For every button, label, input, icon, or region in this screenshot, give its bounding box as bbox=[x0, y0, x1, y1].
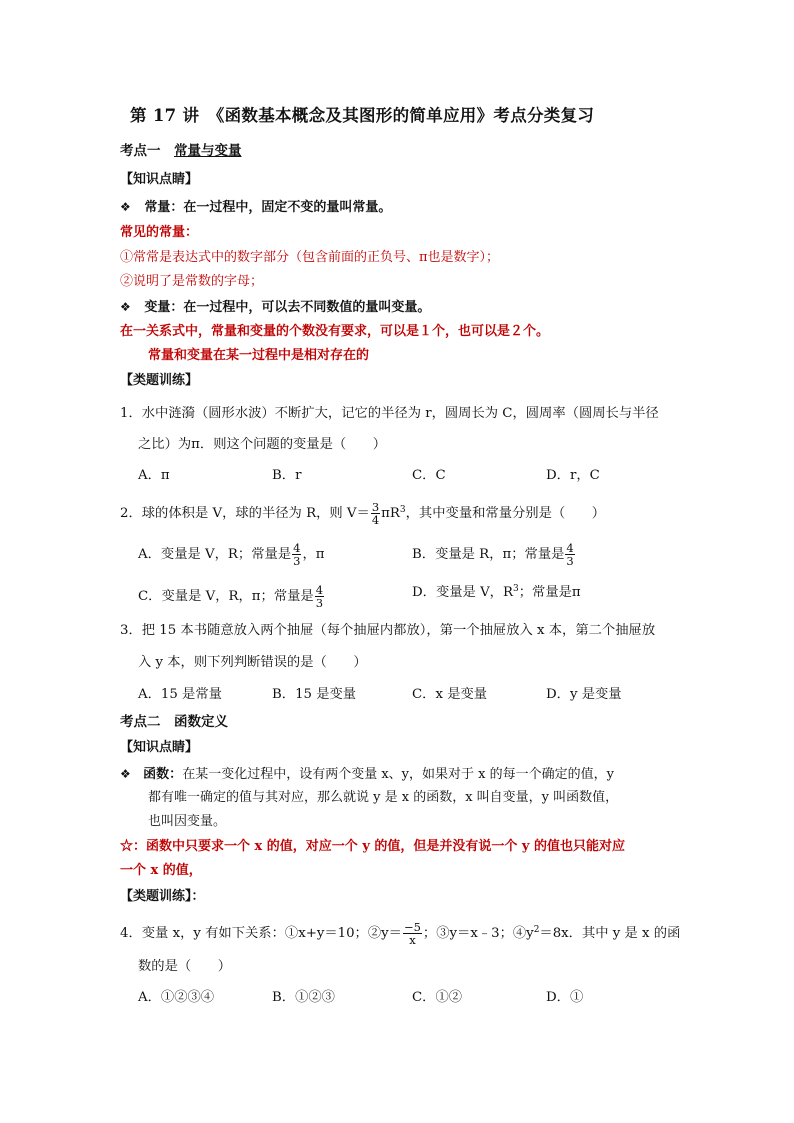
q4-option-a[interactable]: A．①②③④ bbox=[138, 990, 215, 1005]
variable-def-text: 变量：在一过程中，可以去不同数值的量叫变量。 bbox=[144, 300, 431, 315]
q2-c-num: 4 bbox=[315, 583, 324, 597]
q2-option-b[interactable] bbox=[412, 542, 576, 567]
q2-b-num: 4 bbox=[566, 541, 574, 555]
star-note-line1: ☆：函数中只要求一个 x 的值，对应一个 y 的值，但是并没有说一个 y 的值也只能对应 bbox=[120, 839, 626, 854]
q2-a-num: 4 bbox=[293, 541, 301, 555]
q1-option-c[interactable]: C．C bbox=[412, 468, 446, 483]
q2-b-text: B．变量是 R，π；常量是 bbox=[412, 547, 565, 562]
section2-number: 考点二 bbox=[120, 714, 174, 730]
q3-line2: 入 y 本，则下列判断错误的是（ ） bbox=[138, 655, 367, 670]
q2-c-den: 3 bbox=[315, 596, 324, 610]
q4-stem-c: ＝8x．其中 y 是 x 的函 bbox=[539, 926, 681, 941]
q2-c-text: C．变量是 V，R，π；常量是 bbox=[138, 589, 314, 604]
q3-line1: 3．把 15 本书随意放入两个抽屉（每个抽屉内都放），第一个抽屉放入 x 本，第二个抽屉放 bbox=[120, 623, 656, 638]
q3-option-c[interactable]: C．x 是变量 bbox=[412, 687, 488, 702]
constant-definition bbox=[120, 198, 391, 217]
section1-heading bbox=[120, 142, 242, 160]
section1-title: 常量与变量 bbox=[174, 143, 242, 159]
q1-option-d[interactable]: D．r，C bbox=[546, 468, 600, 483]
knowledge-label-2: 【知识点睛】 bbox=[120, 740, 199, 755]
q2-d-exponent: 3 bbox=[513, 584, 519, 594]
q2-stem bbox=[120, 501, 605, 526]
q2-option-a[interactable] bbox=[138, 542, 325, 567]
diamond-bullet-icon: ❖ bbox=[120, 300, 131, 314]
q4-frac-den: x bbox=[409, 933, 416, 947]
q4-frac-num: −5 bbox=[403, 920, 421, 934]
note-2: ②说明了是常数的字母； bbox=[120, 274, 264, 289]
q2-fraction bbox=[371, 501, 380, 526]
section2-heading bbox=[120, 713, 228, 731]
section2-title: 函数定义 bbox=[174, 714, 228, 730]
q2-option-c[interactable] bbox=[138, 584, 325, 609]
q2-stem-a: 2．球的体积是 V，球的半径为 R，则 V＝ bbox=[120, 506, 370, 521]
q1-line2: 之比）为π．则这个问题的变量是（ ） bbox=[138, 437, 387, 452]
function-definition-line3: 也叫因变量。 bbox=[148, 814, 227, 829]
q3-option-a[interactable]: A．15 是常量 bbox=[138, 687, 222, 702]
q2-exponent: 3 bbox=[399, 505, 406, 515]
q2-option-d[interactable] bbox=[412, 584, 581, 602]
common-constants-label: 常见的常量： bbox=[120, 225, 199, 240]
q3-option-d[interactable]: D．y 是变量 bbox=[546, 687, 622, 702]
function-text-1: 在某一变化过程中，设有两个变量 x、y，如果对于 x 的每一个确定的值，y bbox=[182, 767, 614, 782]
q2-frac-den: 4 bbox=[371, 513, 380, 527]
q2-c-fraction bbox=[315, 584, 324, 609]
q1-line1: 1．水中涟漪（圆形水波）不断扩大，记它的半径为 r，圆周长为 C，圆周率（圆周长与半径 bbox=[120, 406, 659, 421]
q4-stem bbox=[120, 921, 680, 946]
q2-a-tail: ，π bbox=[302, 547, 325, 562]
page-title: 第 17 讲 《函数基本概念及其图形的简单应用》考点分类复习 bbox=[130, 106, 595, 125]
q2-b-fraction bbox=[565, 542, 574, 567]
function-definition-line2: 都有唯一确定的值与其对应，那么就说 y 是 x 的函数，x 叫自变量，y 叫函数值， bbox=[148, 790, 619, 805]
note-3: 在一关系式中，常量和变量的个数没有要求，可以是１个，也可以是２个。 bbox=[120, 324, 550, 339]
diamond-bullet-icon: ❖ bbox=[120, 767, 131, 781]
q4-option-b[interactable]: B．①②③ bbox=[272, 990, 335, 1005]
practice-label-2: 【类题训练】： bbox=[120, 889, 205, 904]
variable-definition bbox=[120, 298, 430, 317]
q4-stem-b: ；③y＝x﹣3；④y bbox=[422, 926, 534, 941]
q2-frac-num: 3 bbox=[371, 500, 380, 514]
q1-option-a[interactable]: A．π bbox=[138, 468, 170, 483]
knowledge-label-1: 【知识点睛】 bbox=[120, 172, 199, 187]
constant-def-text: 常量：在一过程中，固定不变的量叫常量。 bbox=[144, 200, 392, 215]
star-note-line2: 一个 x 的值， bbox=[120, 863, 202, 878]
q2-a-den: 3 bbox=[293, 554, 301, 568]
q4-stem-a: 4．变量 x，y 有如下关系：①x+y＝10；②y＝ bbox=[120, 926, 402, 941]
q2-a-fraction bbox=[292, 542, 301, 567]
q2-d-tail: ；常量是π bbox=[518, 585, 581, 600]
q4-option-d[interactable]: D．① bbox=[546, 990, 584, 1005]
q4-exponent: 2 bbox=[533, 925, 540, 935]
q2-stem-b: πR bbox=[381, 506, 400, 521]
function-definition-line1 bbox=[120, 765, 614, 784]
q2-stem-c: ，其中变量和常量分别是（ ） bbox=[405, 506, 606, 521]
section1-number: 考点一 bbox=[120, 143, 174, 159]
function-label: 函数： bbox=[143, 767, 183, 782]
diamond-bullet-icon: ❖ bbox=[120, 200, 131, 214]
note-1: ①常常是表达式中的数字部分（包含前面的正负号、π也是数字）； bbox=[120, 250, 500, 265]
q1-option-b[interactable]: B．r bbox=[272, 468, 302, 483]
q2-a-text: A．变量是 V，R；常量是 bbox=[138, 547, 292, 562]
q4-option-c[interactable]: C．①② bbox=[412, 990, 463, 1005]
q3-option-b[interactable]: B．15 是变量 bbox=[272, 687, 357, 702]
note-4: 常量和变量在某一过程中是相对存在的 bbox=[148, 348, 370, 363]
q4-fraction bbox=[403, 921, 422, 946]
q4-line2: 数的是（ ） bbox=[138, 959, 232, 974]
q2-b-den: 3 bbox=[566, 554, 574, 568]
q2-d-text: D．变量是 V，R bbox=[412, 585, 513, 600]
practice-label-1: 【类题训练】 bbox=[120, 373, 199, 388]
